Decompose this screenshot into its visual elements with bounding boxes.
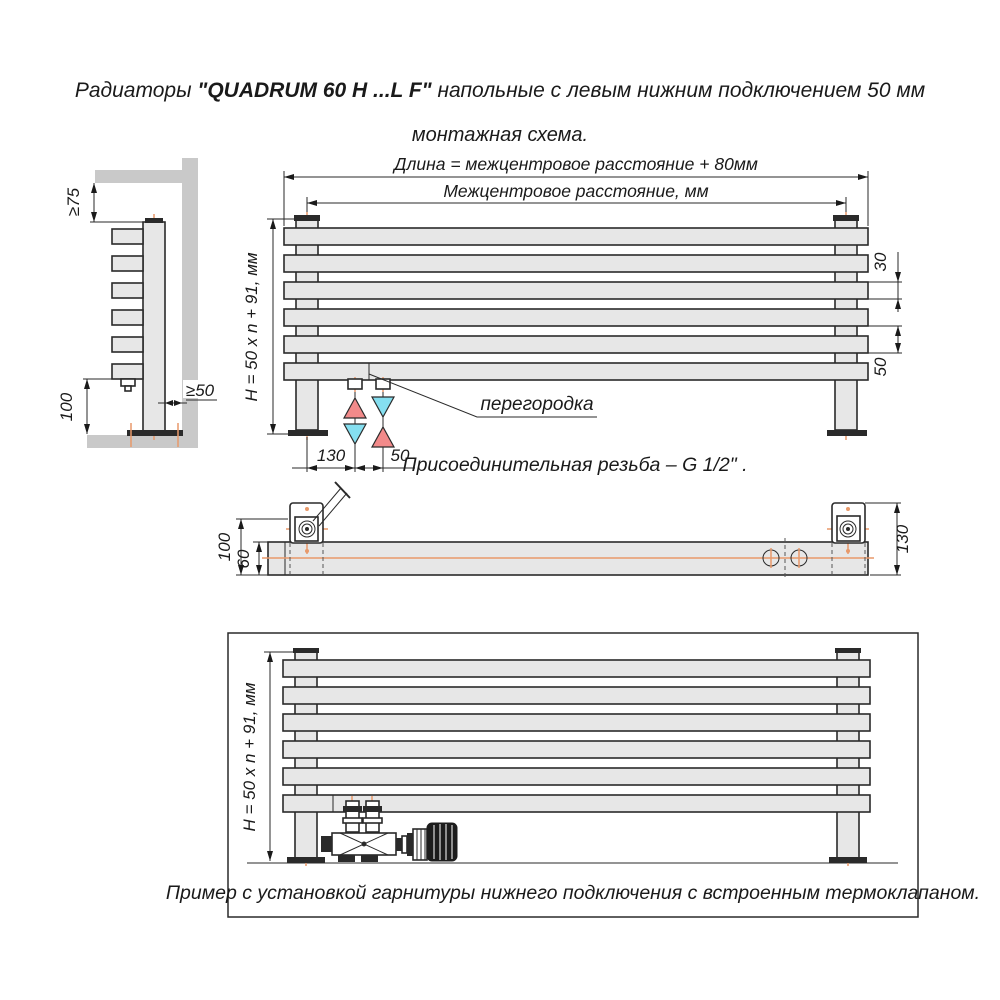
example-box [166,633,980,917]
dim-bracket-depth: 130 [893,524,912,554]
partition-label: перегородка [480,394,594,415]
floor [87,435,198,448]
top-view [215,482,912,579]
example-caption: Пример с установкой гарнитуры нижнего подключения с встроенным термоклапаном. [165,882,981,904]
dim-tube-pitch: 50 [871,357,890,377]
dim-height-formula: H = 50 x n + 91, мм [242,252,261,402]
dim-leg-to-inlet: 130 [316,446,346,465]
dim-length-label: Длина = межцентровое расстояние + 80мм [394,154,758,174]
example-height-formula: H = 50 x n + 91, мм [240,682,259,832]
dim-floor-height: 100 [57,392,76,422]
front-view [242,154,902,476]
dim-top-clearance: ≥75 [64,187,83,217]
thread-note: Присоединительная резьба – G 1/2" . [402,454,748,476]
dim-center-distance-label: Межцентровое расстояние, мм [443,181,709,201]
thermostatic-head-icon [413,823,457,861]
ceiling [95,170,182,183]
dim-profile-width: 60 [234,549,253,569]
page-subtitle: монтажная схема. [411,124,589,146]
dim-inlet-spacing: 50 [390,446,410,465]
wall [182,158,198,448]
dim-depth: 100 [215,532,234,562]
dim-tube-height: 30 [871,252,890,272]
dim-wall-clearance: ≥50 [185,381,215,400]
page-title: Радиаторы "QUADRUM 60 H ...L F" напольные с левым нижним подключением 50 мм [74,79,926,102]
side-view [57,158,219,448]
